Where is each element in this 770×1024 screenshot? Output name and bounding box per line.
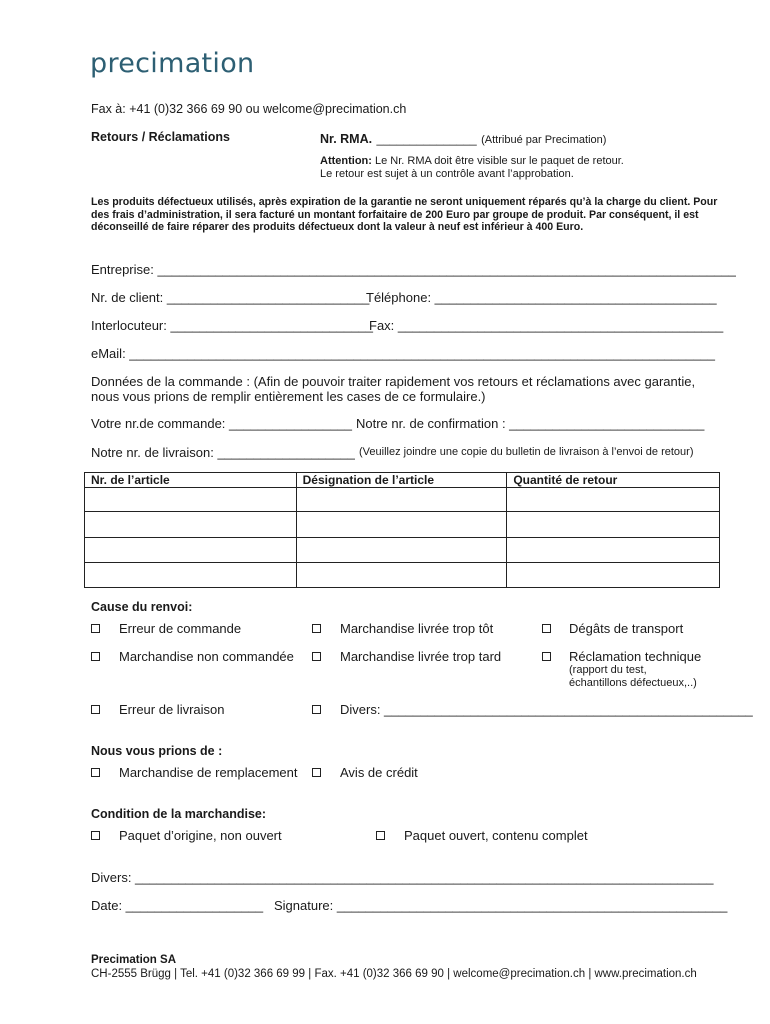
- table-cell[interactable]: [507, 538, 720, 563]
- attention-line-1: [320, 155, 624, 167]
- checkbox-ouvert[interactable]: [376, 828, 385, 843]
- client-number-field[interactable]: Nr. de client: ____________________________: [91, 290, 370, 305]
- warranty-notice: Les produits défectueux utilisés, après expiration de la garantie ne seront uniquement réparés qu’à la charge du client. Pour des frais d’administration, il sera facturé un montant forfaitaire de 200 Euro par groupe de produit. Par conséquent, il est déconseillé de faire réparer des produits défectueux dont la valeur à neuf est inférieur à 400 Euro.: [91, 196, 718, 234]
- table-cell[interactable]: [85, 563, 297, 588]
- section-retours-label: Retours / Réclamations: [91, 130, 230, 144]
- label-reclamation-sub1: (rapport du test,: [569, 664, 647, 676]
- checkbox-icon[interactable]: [312, 705, 321, 714]
- rma-row: [320, 130, 606, 148]
- label-origine: Paquet d’origine, non ouvert: [119, 828, 282, 843]
- rma-note: (Attribué par Precimation): [481, 134, 607, 146]
- label-livree-tard: Marchandise livrée trop tard: [340, 649, 502, 664]
- checkbox-erreur-commande[interactable]: [91, 621, 100, 636]
- checkbox-erreur-livraison[interactable]: [91, 702, 100, 717]
- checkbox-icon[interactable]: [376, 831, 385, 840]
- rma-label: Nr. RMA.: [320, 132, 373, 146]
- livraison-note: (Veuillez joindre une copie du bulletin de livraison à l’envoi de retour): [359, 446, 694, 458]
- rma-blank[interactable]: _______________: [376, 132, 477, 146]
- checkbox-livree-tard[interactable]: [312, 649, 321, 664]
- attention-text-1: Le Nr. RMA doit être visible sur le paquet de retour.: [371, 155, 624, 167]
- interlocuteur-field[interactable]: Interlocuteur: ____________________________: [91, 318, 373, 333]
- table-cell[interactable]: [507, 512, 720, 538]
- footer-company: Precimation SA: [91, 954, 176, 966]
- divers-field[interactable]: Divers: ________________________________________________________________________________: [91, 870, 714, 885]
- table-cell[interactable]: [296, 512, 507, 538]
- table-row: [85, 538, 720, 563]
- votre-commande-field[interactable]: Votre nr.de commande: _________________: [91, 416, 352, 431]
- table-cell[interactable]: [507, 488, 720, 512]
- attention-text-2: Le retour est sujet à un contrôle avant l’approbation.: [320, 168, 574, 180]
- table-cell[interactable]: [85, 488, 297, 512]
- entreprise-field[interactable]: Entreprise: ________________________________________________________________________________: [91, 262, 736, 277]
- checkbox-icon[interactable]: [91, 705, 100, 714]
- label-ouvert: Paquet ouvert, contenu complet: [404, 828, 588, 843]
- articles-table: [84, 472, 720, 588]
- checkbox-icon[interactable]: [542, 652, 551, 661]
- table-row: [85, 488, 720, 512]
- table-row: [85, 512, 720, 538]
- checkbox-icon[interactable]: [312, 768, 321, 777]
- condition-title: Condition de la marchandise:: [91, 807, 267, 821]
- divers-cause-field[interactable]: Divers: ___________________________________________________: [340, 702, 753, 717]
- label-erreur-commande: Erreur de commande: [119, 621, 242, 636]
- checkbox-origine[interactable]: [91, 828, 100, 843]
- checkbox-credit[interactable]: [312, 765, 321, 780]
- cause-title: Cause du renvoi:: [91, 600, 193, 614]
- checkbox-icon[interactable]: [91, 768, 100, 777]
- fax-line: Fax à: +41 (0)32 366 69 90 ou welcome@precimation.ch: [91, 102, 407, 116]
- label-degats: Dégâts de transport: [569, 621, 684, 636]
- attention-label: Attention:: [320, 155, 372, 167]
- checkbox-icon[interactable]: [312, 652, 321, 661]
- fax-field[interactable]: Fax: _____________________________________________: [369, 318, 724, 333]
- label-reclamation-sub2: échantillons défectueux,..): [569, 677, 697, 689]
- label-credit: Avis de crédit: [340, 765, 418, 780]
- prions-title: Nous vous prions de :: [91, 744, 223, 758]
- checkbox-remplacement[interactable]: [91, 765, 100, 780]
- company-logo: precimation: [90, 48, 255, 79]
- checkbox-livree-tot[interactable]: [312, 621, 321, 636]
- footer-address: CH-2555 Brügg | Tel. +41 (0)32 366 69 99 | Fax. +41 (0)32 366 69 90 | welcome@precimation.ch | www.precimation.ch: [91, 968, 697, 980]
- table-row: [85, 563, 720, 588]
- checkbox-non-commandee[interactable]: [91, 649, 100, 664]
- table-cell[interactable]: [296, 488, 507, 512]
- checkbox-icon[interactable]: [542, 624, 551, 633]
- checkbox-icon[interactable]: [91, 831, 100, 840]
- column-header-designation: Désignation de l’article: [296, 473, 507, 488]
- table-cell[interactable]: [507, 563, 720, 588]
- date-field[interactable]: Date: ___________________: [91, 898, 264, 913]
- label-livree-tot: Marchandise livrée trop tôt: [340, 621, 494, 636]
- table-cell[interactable]: [296, 538, 507, 563]
- commande-note: Données de la commande : (Afin de pouvoir traiter rapidement vos retours et réclamations avec garantie, nous vous prions de remplir entièrement les cases de ce formulaire.): [91, 374, 696, 404]
- checkbox-icon[interactable]: [91, 652, 100, 661]
- table-cell[interactable]: [296, 563, 507, 588]
- checkbox-icon[interactable]: [91, 624, 100, 633]
- checkbox-icon[interactable]: [312, 624, 321, 633]
- confirmation-field[interactable]: Notre nr. de confirmation : ___________________________: [356, 416, 705, 431]
- checkbox-divers[interactable]: [312, 702, 321, 717]
- livraison-field[interactable]: Notre nr. de livraison: ___________________: [91, 445, 355, 460]
- label-erreur-livraison: Erreur de livraison: [119, 702, 225, 717]
- table-header-row: [85, 473, 720, 488]
- table-cell[interactable]: [85, 512, 297, 538]
- checkbox-reclamation[interactable]: [542, 649, 551, 664]
- table-cell[interactable]: [85, 538, 297, 563]
- signature-field[interactable]: Signature: ______________________________________________________: [274, 898, 728, 913]
- label-remplacement: Marchandise de remplacement: [119, 765, 298, 780]
- column-header-quantity: Quantité de retour: [507, 473, 720, 488]
- label-non-commandee: Marchandise non commandée: [119, 649, 294, 664]
- telephone-field[interactable]: Téléphone: _______________________________________: [366, 290, 717, 305]
- column-header-article-number: Nr. de l’article: [85, 473, 297, 488]
- label-reclamation: Réclamation technique: [569, 649, 702, 664]
- email-field[interactable]: eMail: _________________________________________________________________________________: [91, 346, 715, 361]
- checkbox-degats[interactable]: [542, 621, 551, 636]
